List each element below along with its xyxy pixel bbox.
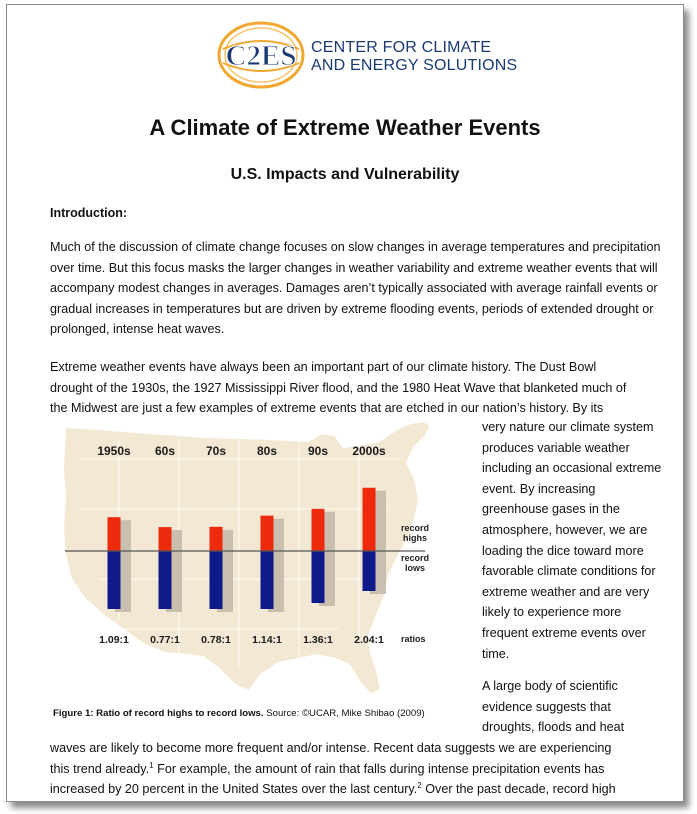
footnote-ref-1[interactable]: 1 xyxy=(149,760,154,770)
side-text-line: loading the dice toward more xyxy=(482,543,644,558)
decade-label-60s: 60s xyxy=(154,444,176,458)
bar-record-highs-60s xyxy=(159,527,172,551)
ratio-label-80s: 1.14:1 xyxy=(252,634,282,646)
legend-highs-line1: record xyxy=(400,523,430,533)
side-text-line: time. xyxy=(482,646,510,661)
bar-record-highs-1950s xyxy=(108,517,121,551)
side-text-line: greenhouse gases in the xyxy=(482,502,620,517)
c2es-logo xyxy=(213,19,533,93)
side-text-line: extreme weather and are very xyxy=(482,584,650,599)
record-ratio-chart xyxy=(59,419,469,699)
side-text-column-2 xyxy=(482,676,684,738)
paragraph-2 xyxy=(50,357,680,419)
side-text-line: likely to experience more xyxy=(482,605,622,620)
bar-record-lows-90s xyxy=(312,551,325,603)
side-text-line: atmosphere, however, we are xyxy=(482,522,648,537)
text-run: this trend already. xyxy=(50,761,150,776)
decade-label-80s: 80s xyxy=(256,444,278,458)
bar-record-lows-2000s xyxy=(363,551,376,591)
text-run: For example, the amount of rain that falls during intense precipitation events has xyxy=(153,761,605,776)
side-text-line: evidence suggests that xyxy=(482,699,611,714)
ratio-label-2000s: 2.04:1 xyxy=(354,634,384,646)
decade-label-2000s: 2000s xyxy=(352,444,386,458)
paragraph-3-line xyxy=(50,779,680,800)
side-text-line: event. By increasing xyxy=(482,481,596,496)
paragraph-3-line xyxy=(50,759,680,780)
figure-caption xyxy=(53,708,425,719)
ratio-label-60s: 0.77:1 xyxy=(150,634,180,646)
bar-record-highs-70s xyxy=(210,527,223,551)
figure-record-ratio-map xyxy=(59,419,469,699)
side-text-line: frequent extreme events over xyxy=(482,625,646,640)
side-text-line: A large body of scientific xyxy=(482,679,618,693)
logo-line2: AND ENERGY SOLUTIONS xyxy=(311,57,518,74)
intro-heading: Introduction: xyxy=(50,206,128,220)
legend-highs-line2: highs xyxy=(403,533,427,543)
logo-wordmark xyxy=(311,39,517,75)
paragraph-3-line: waves are likely to become more frequent and/or intense. Recent data suggests we are experiencing xyxy=(50,741,612,755)
paragraph-2-line: Extreme weather events have always been an important part of our climate history. The Dust Bowl xyxy=(50,360,597,374)
globe-logo-icon xyxy=(213,19,313,93)
text-run: Over the past decade, record high xyxy=(421,782,616,797)
side-text-line: produces variable weather xyxy=(482,440,630,455)
paragraph-2-line: the Midwest are just a few examples of extreme events that are etched in our nation’s history. By its xyxy=(50,401,604,416)
bar-record-lows-70s xyxy=(210,551,223,609)
decade-label-70s: 70s xyxy=(205,444,227,458)
legend-lows-line2: lows xyxy=(404,563,426,573)
side-text-column xyxy=(482,417,684,664)
bar-record-highs-2000s xyxy=(363,488,376,551)
document-subtitle: U.S. Impacts and Vulnerability xyxy=(230,166,460,183)
bar-record-lows-60s xyxy=(159,551,172,609)
ratios-axis-label: ratios xyxy=(401,634,426,644)
decade-label-90s: 90s xyxy=(307,444,329,458)
paragraph-3 xyxy=(50,738,680,800)
side-text-line: droughts, floods and heat xyxy=(482,720,625,735)
ratio-label-70s: 0.78:1 xyxy=(201,634,231,646)
bar-record-highs-80s xyxy=(261,516,274,551)
document-title: A Climate of Extreme Weather Events xyxy=(149,115,541,140)
paragraph-2-line: drought of the 1930s, the 1927 Mississippi River flood, and the 1980 Heat Wave that blanketed much of xyxy=(50,380,627,395)
bar-record-lows-80s xyxy=(261,551,274,609)
logo-line1: CENTER FOR CLIMATE xyxy=(311,39,492,56)
side-text-line: very nature our climate system xyxy=(482,420,654,434)
paragraph-1: Much of the discussion of climate change focuses on slow changes in average temperatures and precipitation over time. But this focus masks the larger changes in weather variability and extreme weather events that will accompany modest changes in averages. Damages aren’t typically associated with average rainfall events or gradual increases in temperatures but are driven by extreme flooding events, periods of extended drought or prolonged, intense heat waves. xyxy=(50,240,661,337)
side-text-line: favorable climate conditions for xyxy=(482,564,656,579)
ratio-label-1950s: 1.09:1 xyxy=(99,634,129,646)
logo-mark: C2ES xyxy=(225,40,297,72)
caption-source: Source: ©UCAR, Mike Shibao (2009) xyxy=(263,708,425,719)
legend-lows-line1: record xyxy=(400,553,430,563)
decade-label-1950s: 1950s xyxy=(97,444,131,458)
caption-bold: Figure 1: Ratio of record highs to record lows. xyxy=(53,708,264,719)
side-text-line: including an occasional extreme xyxy=(482,461,662,476)
footnote-ref-2[interactable]: 2 xyxy=(417,781,422,790)
bar-record-highs-90s xyxy=(312,509,325,551)
document-page xyxy=(6,4,684,802)
bar-record-lows-1950s xyxy=(108,551,121,609)
text-run: increased by 20 percent in the United States over the last century. xyxy=(50,782,418,797)
ratio-label-90s: 1.36:1 xyxy=(303,634,333,646)
